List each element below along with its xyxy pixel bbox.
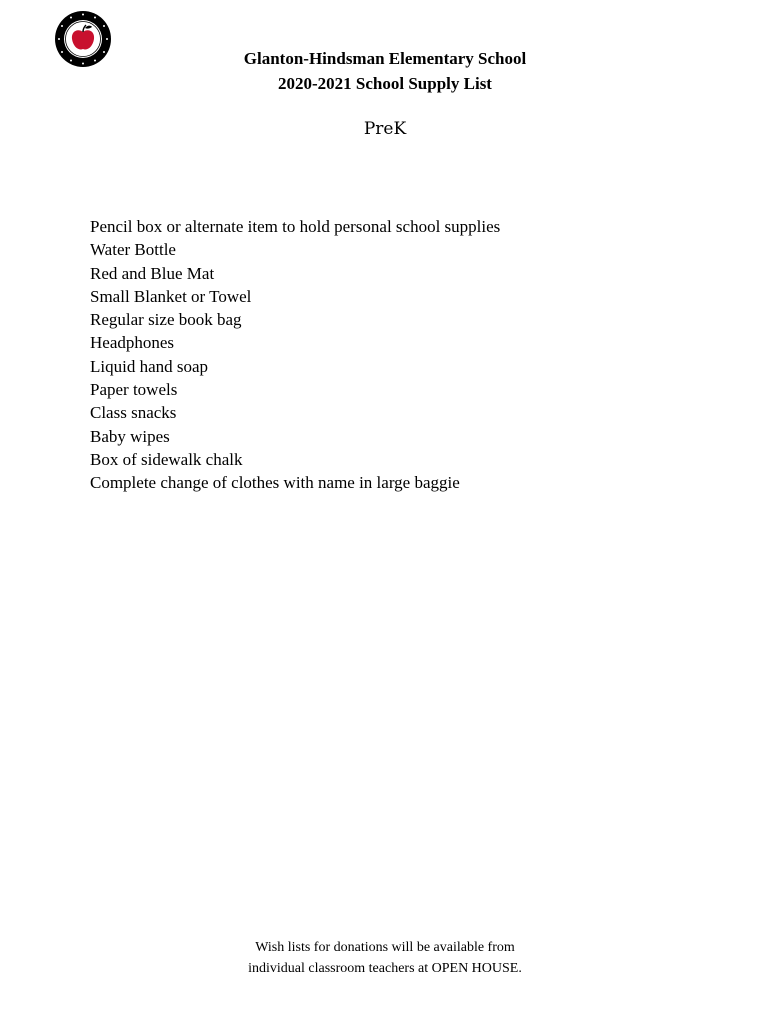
list-item: Baby wipes [90, 426, 170, 446]
grade-level: PreK [363, 119, 407, 139]
list-item: Liquid hand soap [90, 356, 209, 376]
list-item: Box of sidewalk chalk [90, 449, 243, 469]
supply-list [90, 215, 500, 495]
list-item: Red and Blue Mat [90, 263, 215, 283]
footer-note [0, 937, 770, 979]
document-header [0, 46, 770, 96]
list-title: 2020-2021 School Supply List [278, 74, 492, 93]
list-item: Regular size book bag [90, 310, 242, 330]
list-item: Small Blanket or Towel [90, 286, 252, 306]
school-name: Glanton-Hindsman Elementary School [243, 49, 527, 68]
list-item: Paper towels [90, 380, 178, 400]
footer-line-2: individual classroom teachers at OPEN HOUSE. [248, 961, 522, 976]
list-item: Water Bottle [90, 240, 176, 260]
list-item: Class snacks [90, 403, 177, 423]
list-item: Pencil box or alternate item to hold personal school supplies [90, 217, 501, 236]
footer-line-1: Wish lists for donations will be available from [255, 940, 515, 955]
list-item: Complete change of clothes with name in large baggie [90, 473, 460, 493]
list-item: Headphones [90, 333, 175, 353]
